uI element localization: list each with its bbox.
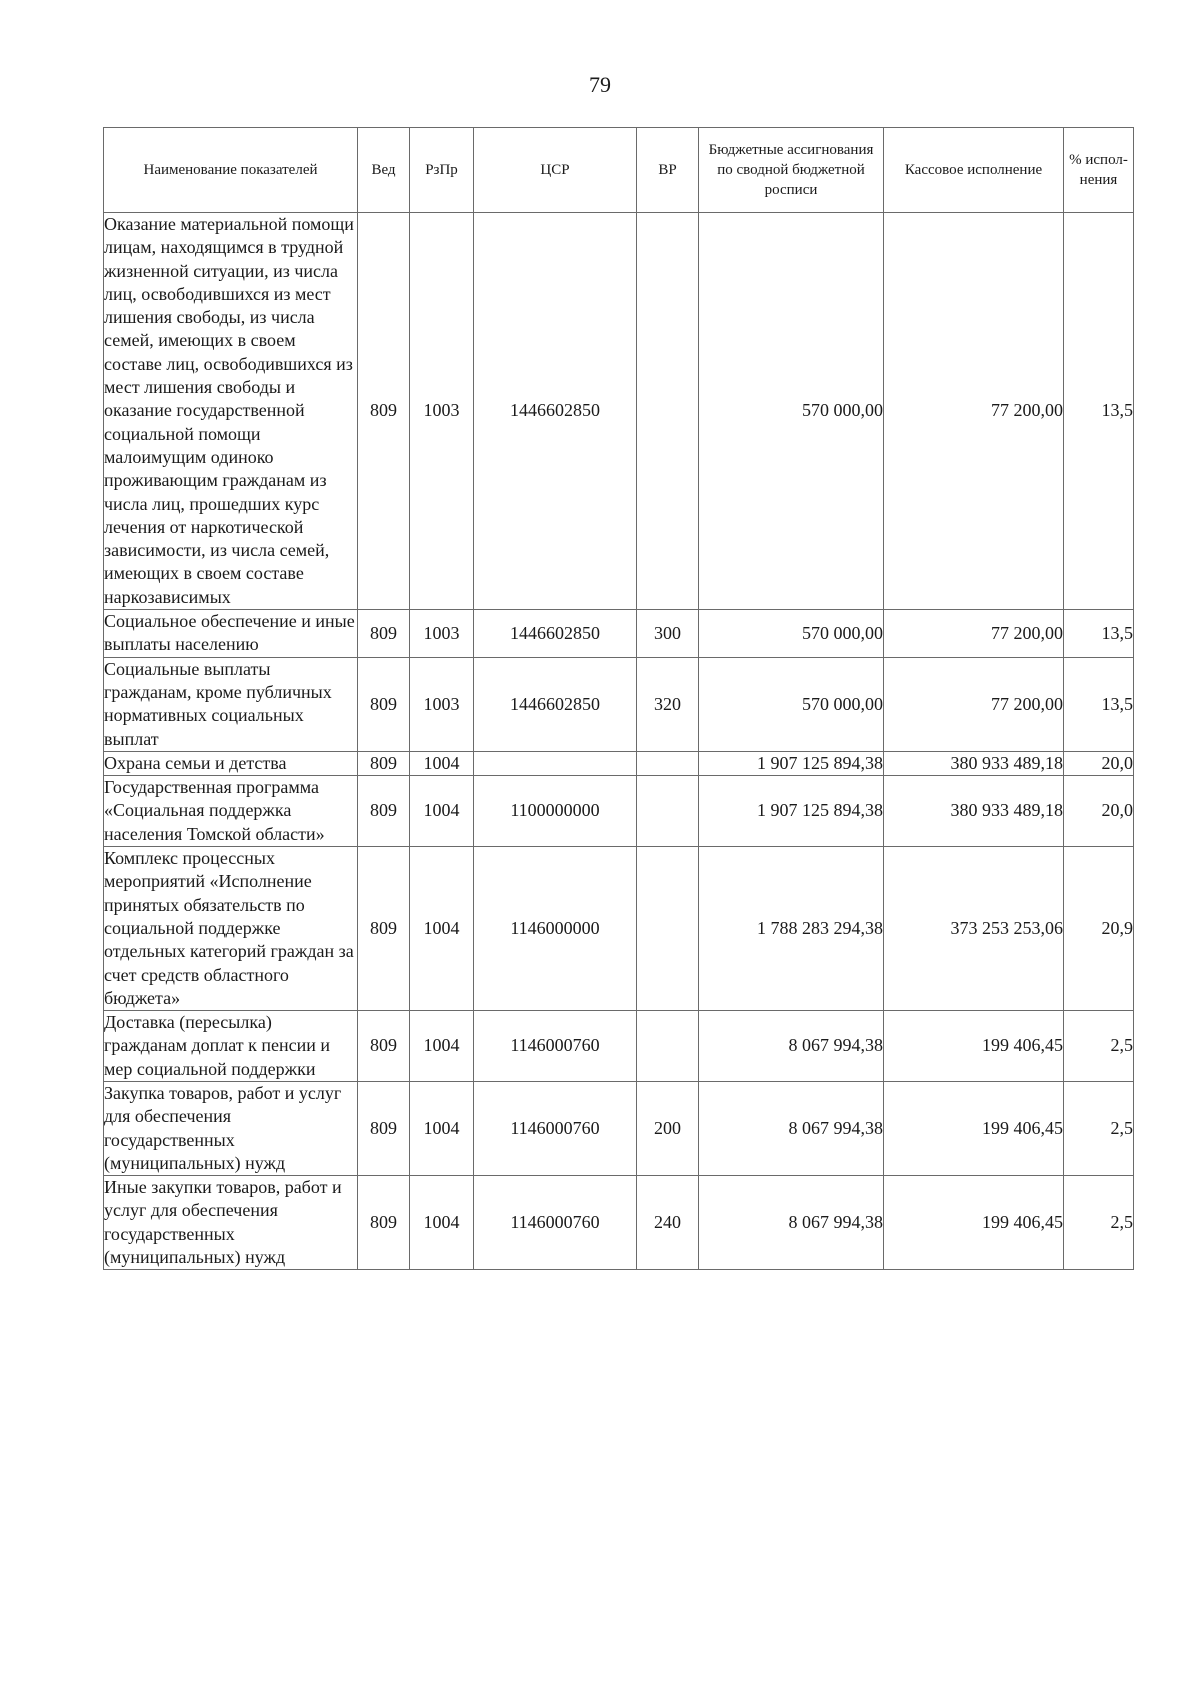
- row-ved: 809: [358, 213, 410, 610]
- row-name: Иные закупки товаров, работ и услуг для обеспечения государственных (муниципальных) нужд: [104, 1176, 358, 1270]
- table-row: [104, 1081, 1134, 1175]
- header-csr: ЦСР: [474, 128, 637, 213]
- row-vr: 300: [637, 610, 699, 658]
- row-name: Оказание материальной помощи лицам, находящимся в трудной жизненной ситуации, из числа лиц, освободившихся из мест лишения свободы, из числа семей, имеющих в своем составе лиц, освободившихся из мест лишения свободы и оказание государственной социальной помощи малоимущим одиноко проживающим гражданам из числа лиц, прошедших курс лечения от наркотической зависимости, из числа семей, имеющих в своем составе наркозависимых: [104, 213, 358, 610]
- row-vr: [637, 847, 699, 1011]
- row-cash: 373 253 253,06: [884, 847, 1064, 1011]
- row-csr: [474, 751, 637, 775]
- row-vr: 200: [637, 1081, 699, 1175]
- row-name: Доставка (пересылка) гражданам доплат к пенсии и мер социальной поддержки: [104, 1011, 358, 1082]
- row-cash: 199 406,45: [884, 1081, 1064, 1175]
- row-vr: 240: [637, 1176, 699, 1270]
- row-budget: 570 000,00: [699, 610, 884, 658]
- row-rzpr: 1003: [410, 213, 474, 610]
- row-ved: 809: [358, 610, 410, 658]
- row-pct: 13,5: [1064, 610, 1134, 658]
- row-cash: 199 406,45: [884, 1176, 1064, 1270]
- row-rzpr: 1004: [410, 1176, 474, 1270]
- row-name: Охрана семьи и детства: [104, 751, 358, 775]
- row-name: Государственная программа «Социальная поддержка населения Томской области»: [104, 776, 358, 847]
- row-csr: 1146000760: [474, 1176, 637, 1270]
- row-rzpr: 1004: [410, 847, 474, 1011]
- budget-execution-table: [103, 127, 1134, 1270]
- row-rzpr: 1004: [410, 1081, 474, 1175]
- row-csr: 1146000760: [474, 1011, 637, 1082]
- row-vr: [637, 776, 699, 847]
- table-row: [104, 776, 1134, 847]
- row-name: Социальные выплаты гражданам, кроме публичных нормативных социальных выплат: [104, 657, 358, 751]
- table-row: [104, 213, 1134, 610]
- row-ved: 809: [358, 1176, 410, 1270]
- row-pct: 13,5: [1064, 213, 1134, 610]
- row-csr: 1446602850: [474, 213, 637, 610]
- header-ved: Вед: [358, 128, 410, 213]
- row-csr: 1100000000: [474, 776, 637, 847]
- row-pct: 2,5: [1064, 1011, 1134, 1082]
- row-cash: 77 200,00: [884, 657, 1064, 751]
- row-cash: 199 406,45: [884, 1011, 1064, 1082]
- row-csr: 1446602850: [474, 657, 637, 751]
- row-rzpr: 1004: [410, 776, 474, 847]
- table-row: [104, 1011, 1134, 1082]
- row-budget: 1 788 283 294,38: [699, 847, 884, 1011]
- row-pct: 13,5: [1064, 657, 1134, 751]
- row-ved: 809: [358, 1081, 410, 1175]
- row-cash: 77 200,00: [884, 213, 1064, 610]
- row-ved: 809: [358, 1011, 410, 1082]
- row-budget: 570 000,00: [699, 213, 884, 610]
- row-name: Закупка товаров, работ и услуг для обеспечения государственных (муниципальных) нужд: [104, 1081, 358, 1175]
- row-csr: 1446602850: [474, 610, 637, 658]
- row-ved: 809: [358, 657, 410, 751]
- table-header-row: [104, 128, 1134, 213]
- row-pct: 2,5: [1064, 1081, 1134, 1175]
- row-ved: 809: [358, 776, 410, 847]
- row-vr: [637, 751, 699, 775]
- row-vr: [637, 1011, 699, 1082]
- row-pct: 20,0: [1064, 776, 1134, 847]
- row-pct: 20,9: [1064, 847, 1134, 1011]
- row-csr: 1146000000: [474, 847, 637, 1011]
- row-cash: 380 933 489,18: [884, 751, 1064, 775]
- row-budget: 570 000,00: [699, 657, 884, 751]
- table-row: [104, 751, 1134, 775]
- row-name: Социальное обеспечение и иные выплаты населению: [104, 610, 358, 658]
- row-pct: 2,5: [1064, 1176, 1134, 1270]
- row-budget: 8 067 994,38: [699, 1081, 884, 1175]
- header-name: Наименование показателей: [104, 128, 358, 213]
- table-row: [104, 657, 1134, 751]
- page-number: 79: [589, 72, 611, 97]
- table-row: [104, 610, 1134, 658]
- row-rzpr: 1003: [410, 610, 474, 658]
- row-budget: 8 067 994,38: [699, 1176, 884, 1270]
- row-rzpr: 1004: [410, 1011, 474, 1082]
- header-pct: % испол- нения: [1064, 128, 1134, 213]
- row-ved: 809: [358, 751, 410, 775]
- header-rzpr: РзПр: [410, 128, 474, 213]
- row-cash: 380 933 489,18: [884, 776, 1064, 847]
- row-vr: [637, 213, 699, 610]
- row-rzpr: 1003: [410, 657, 474, 751]
- row-budget: 1 907 125 894,38: [699, 751, 884, 775]
- row-vr: 320: [637, 657, 699, 751]
- row-budget: 1 907 125 894,38: [699, 776, 884, 847]
- row-cash: 77 200,00: [884, 610, 1064, 658]
- row-budget: 8 067 994,38: [699, 1011, 884, 1082]
- header-vr: ВР: [637, 128, 699, 213]
- row-ved: 809: [358, 847, 410, 1011]
- table-row: [104, 847, 1134, 1011]
- row-name: Комплекс процессных мероприятий «Исполнение принятых обязательств по социальной поддержке отдельных категорий граждан за счет средств областного бюджета»: [104, 847, 358, 1011]
- table-row: [104, 1176, 1134, 1270]
- header-cash: Кассовое исполнение: [884, 128, 1064, 213]
- header-budget: Бюджетные ассигнования по сводной бюджетной росписи: [699, 128, 884, 213]
- row-csr: 1146000760: [474, 1081, 637, 1175]
- row-rzpr: 1004: [410, 751, 474, 775]
- row-pct: 20,0: [1064, 751, 1134, 775]
